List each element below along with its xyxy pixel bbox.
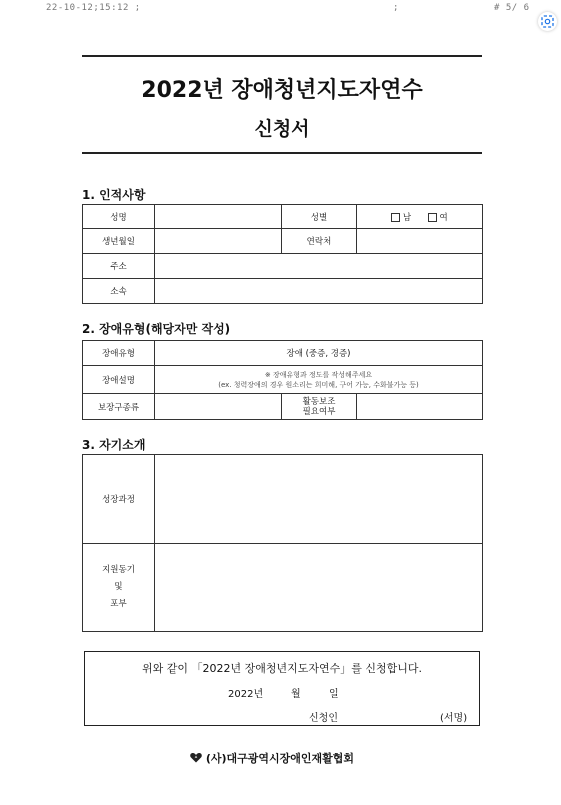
self-intro-table	[82, 454, 483, 632]
section-personal-heading: 1. 인적사항	[82, 188, 146, 202]
footer-organization	[190, 750, 354, 766]
motive-label-line1: 지원동기	[102, 565, 135, 575]
contact-label: 연락처	[282, 229, 357, 254]
activity-support-label	[282, 394, 357, 420]
motive-label	[83, 544, 155, 632]
section-intro-heading: 3. 자기소개	[82, 438, 146, 452]
name-field[interactable]	[155, 205, 282, 229]
gender-label: 성별	[282, 205, 357, 229]
page-subtitle: 신청서	[254, 118, 310, 140]
gender-male-label: 남	[402, 212, 412, 223]
disability-table	[82, 340, 483, 420]
name-label: 성명	[83, 205, 155, 229]
footer-organization-name: (사)대구광역시장애인재활협회	[205, 752, 355, 765]
birth-label: 생년월일	[83, 229, 155, 254]
gender-female-label: 여	[439, 212, 448, 223]
date-month: 월	[291, 689, 301, 700]
personal-info-table	[82, 204, 483, 304]
checkbox-icon[interactable]	[428, 213, 437, 222]
page-title: 2022년 장애청년지도자연수	[141, 78, 423, 103]
assistive-device-field[interactable]	[155, 394, 282, 420]
signature-label: (서명)	[440, 713, 468, 724]
activity-support-field[interactable]	[357, 394, 483, 420]
affiliation-field[interactable]	[155, 279, 483, 304]
address-label: 주소	[83, 254, 155, 279]
date-day: 일	[329, 689, 339, 700]
applicant-label: 신청인	[309, 713, 338, 724]
growth-label: 성장과정	[83, 455, 155, 544]
disability-type-value[interactable]: 장애 (중증, 경증)	[155, 341, 483, 366]
activity-support-label-line1: 활동보조	[302, 396, 336, 407]
disability-desc-example: (ex. 청력장애의 경우 원소리는 희미해, 구어 가능, 수화불가능 등)	[218, 380, 419, 389]
affiliation-label: 소속	[83, 279, 155, 304]
growth-field[interactable]	[155, 455, 483, 544]
fax-datetime: 22-10-12;15:12 ;	[46, 3, 141, 13]
disability-type-label: 장애유형	[83, 341, 155, 366]
contact-field[interactable]	[357, 229, 483, 254]
address-field[interactable]	[155, 254, 483, 279]
birth-field[interactable]	[155, 229, 282, 254]
motive-field[interactable]	[155, 544, 483, 632]
disability-desc-label: 장애설명	[83, 366, 155, 394]
copy-icon[interactable]	[538, 12, 557, 31]
disability-desc-hint: ※ 장애유형과 정도를 작성해주세요	[264, 370, 373, 379]
application-statement: 위와 같이 「2022년 장애청년지도자연수」를 신청합니다.	[142, 662, 422, 675]
section-disability-heading: 2. 장애유형(해당자만 작성)	[82, 322, 231, 336]
disability-desc-field[interactable]	[155, 366, 483, 394]
fax-mark: ;	[393, 3, 399, 13]
title-top-rule	[82, 55, 482, 57]
title-bottom-rule	[82, 152, 482, 154]
checkbox-icon[interactable]	[391, 213, 400, 222]
motive-label-line2: 및	[114, 582, 123, 592]
date-year: 2022년	[228, 689, 264, 700]
motive-label-line3: 포부	[110, 599, 127, 609]
activity-support-label-line2: 필요여부	[302, 406, 336, 417]
fax-page-number: # 5/ 6	[494, 3, 530, 13]
heart-logo-icon	[190, 752, 202, 763]
assistive-device-label: 보장구종류	[83, 394, 155, 420]
gender-options	[357, 205, 483, 229]
